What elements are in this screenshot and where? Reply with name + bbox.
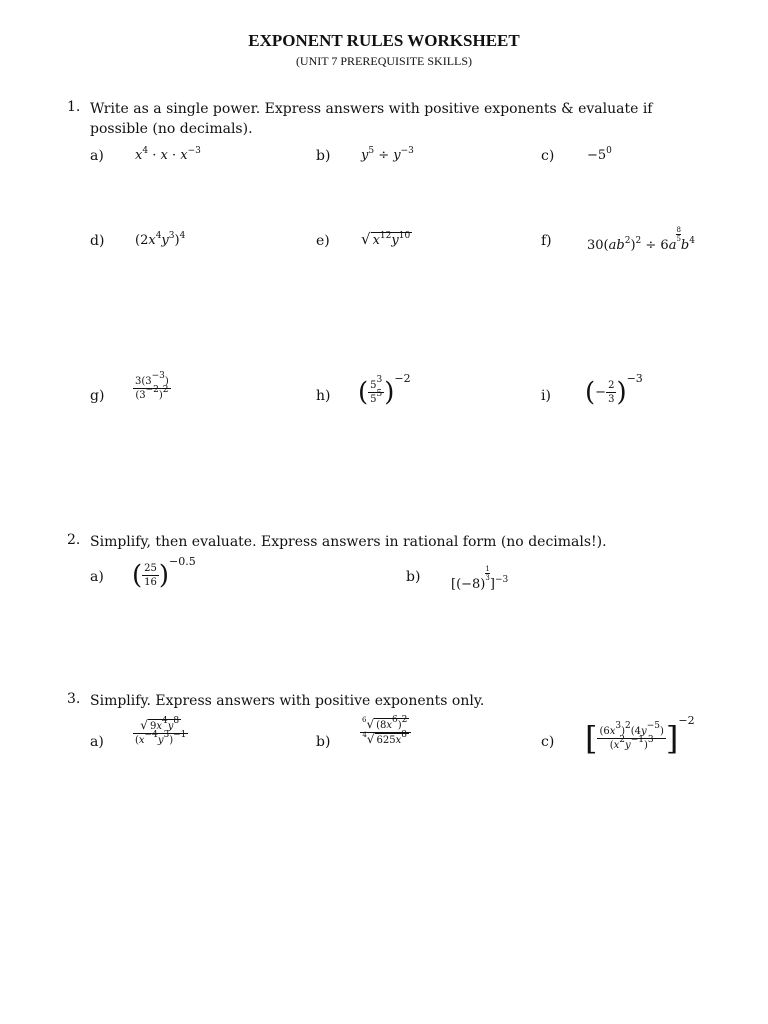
q1-label-b: b) — [316, 148, 331, 164]
q3a-expression: $\frac{√ 9x^4y^8}{(x^{-4}y^3)^{-1}}$ — [135, 716, 187, 746]
q1g-expression: $\frac{3(3^{-3})}{(3^{-2})^2}$ — [135, 371, 169, 401]
q1c-expression: $-5^0$ — [587, 146, 612, 163]
question-3-number: 3. — [67, 691, 81, 707]
q1f-expression: $30(ab^2)^2 \div 6a$ $\frac{8}{5}$ $b^4$ — [587, 226, 695, 253]
q1a-expression: $x^4 \cdot x \cdot x^{-3}$ — [135, 146, 201, 163]
q1-label-h: h) — [316, 388, 331, 404]
worksheet-subtitle: (UNIT 7 PREREQUISITE SKILLS) — [295, 54, 473, 68]
q1-label-e: e) — [316, 233, 330, 249]
q1-label-d: d) — [90, 233, 105, 249]
question-3-text: Simplify. Express answers with positive exponents only. — [90, 693, 485, 709]
q2b-expression: [(−8) $\frac{1}{3}$ ]$^{-3}$ — [451, 565, 509, 592]
question-2-number: 2. — [67, 532, 81, 548]
q1-label-f: f) — [541, 233, 552, 249]
q3-label-b: b) — [316, 734, 331, 750]
q3-label-c: c) — [541, 734, 555, 750]
q2-label-b: b) — [406, 569, 421, 585]
q3-label-a: a) — [90, 734, 104, 750]
q1-label-g: g) — [90, 388, 105, 404]
q3c-expression: [ $\frac{(6x^3)^2(4y^{-5})}{(x^2y^{-1})^3}$ ]$^{-2}$ — [585, 714, 695, 758]
worksheet-title: EXPONENT RULES WORKSHEET — [248, 31, 520, 50]
q1h-expression: ( $\frac{5^3}{5^5}$ )$^{-2}$ — [358, 372, 411, 408]
question-2-text: Simplify, then evaluate. Express answers in rational form (no decimals!). — [90, 534, 607, 550]
q3b-expression: $\frac{^6√ (8x^6)^2}{^4√ 625x^8}$ — [360, 718, 411, 747]
q1-label-a: a) — [90, 148, 104, 164]
question-1-text: Write as a single power. Express answers with positive exponents & evaluate if possible (no decimals). — [90, 101, 653, 137]
question-1-number: 1. — [67, 99, 81, 115]
q1-label-i: i) — [541, 388, 551, 404]
q1d-expression: $(2x^4y^3)^4$ — [135, 231, 186, 248]
q2a-expression: ( $\frac{25}{16}$ )$^{-0.5}$ — [132, 555, 196, 591]
q1b-expression: $y^5 \div y^{-3}$ — [361, 146, 414, 163]
q1i-expression: (− $\frac{2}{3}$ )$^{-3}$ — [585, 372, 643, 408]
q1-label-c: c) — [541, 148, 555, 164]
q1e-expression: √ $x^{12}y^{10}$ — [361, 230, 411, 248]
q2-label-a: a) — [90, 569, 104, 585]
